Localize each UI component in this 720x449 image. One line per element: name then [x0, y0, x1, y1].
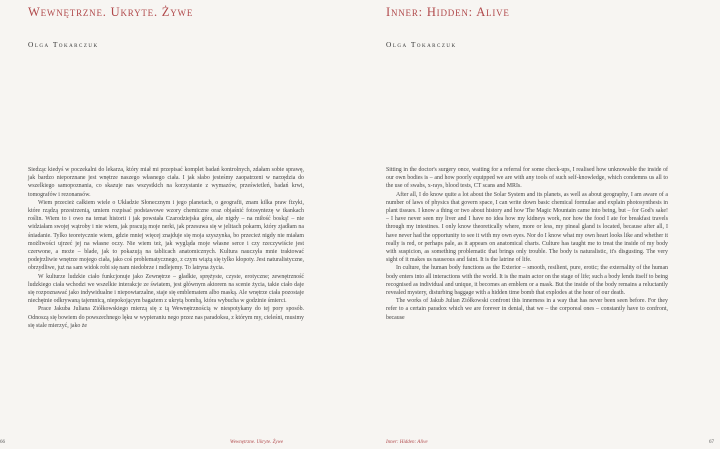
paragraph: Wiem przecież całkiem wiele o Układzie Słonecznym i jego planetach, o geografii, znam kilka praw fizyki, które rządzą przestrzenią, umiem rozpisać podstawowe wzory chemiczne oraz objaśnić fotosyntezę w tkankach roślin. Wiem to i owo na temat historii i jak powstała Czarodziejska góra, ale nigdy – na miłość boską! – nie widziałam swojej wątroby i nie wiem, jak pracują moje nerki, jak przesuwa się w jelitach pokarm, który zjadłam na śniadanie. Tylko teoretycznie wiem, gdzie mniej więcej znajduje się moja szyszynka, bo przecież nigdy nie miałam możliwości ujrzeć jej na własne oczy. Nie wiem też, jak wygląda moje własne serce i czy rzeczywiście jest czerwone, a może – blade, jak to pokazują na tablicach anatomicznych. Kultura nauczyła mnie traktować podejrzliwie wnętrze mojego ciała, jako coś problematycznego, z czym wiążą się tylko kłopoty. Jest naturalistyczne, obrzydliwe, już na sam widok robi się nam niedobrze i mdlejemy. To latryna życia. — [28, 199, 304, 272]
paragraph: After all, I do know quite a lot about the Solar System and its planets, as well as about geography, I am aware of a number of laws of physics that govern space, I can write down basic chemical formulae and explain photosynthesis in plant tissues. I know a thing or two about history and how The Magic Mountain came into being, but – for God's sake! – I have never seen my liver and I have no idea how my kidneys work, nor how the food I ate for breakfast travels through my intestines. I only know theoretically where, more or less, my pineal gland is located, because after all, I have never had the opportunity to see it with my own eyes. Nor do I know what my own heart looks like and whether it really is red, or perhaps pale, as it appears on anatomical charts. Culture has taught me to treat the inside of my body with suspicion, as something problematic that brings only trouble. The body is naturalistic, it's disgusting. The very sight of it makes us nauseous and faint. It is the latrine of life. — [386, 191, 668, 264]
running-title: Inner: Hidden: Alive — [386, 440, 428, 445]
paragraph: Siedząc kiedyś w poczekalni do lekarza, który miał mi przepisać komplet badań kontrolnych, zdałam sobie sprawę, jak bardzo nieporznane jest wnętrze naszego własnego ciała. I jak słabo jesteśmy zaopatrzeni w narzędzia do wszelkiego samopoznania, co skazuje nas wszystkich na korzystanie z wymazów, prześwietleń, badań krwi, tomografów i rezonansów. — [28, 167, 304, 198]
paragraph: Sitting in the doctor's surgery once, waiting for a referral for some check-ups, I realised how unknowable the inside of our own bodies is – and how poorly equipped we are with any tools of such self-knowledge, which condemns us all to the use of swabs, x-rays, blood tests, CT scans and MRIs. — [386, 167, 668, 190]
body-text-english — [386, 166, 668, 322]
right-page — [360, 0, 720, 449]
body-text-polish — [28, 166, 304, 330]
paragraph: In culture, the human body functions as the Exterior – smooth, resilient, pure, erotic; the externality of the human body enters into all interactions with the world. It is the main actor on the stage of life; such a body lends itself to being recognised as individual and unique, it becomes an emblem or a mask. But the inside of the body remains a reluctantly revealed mystery, disturbing baggage with a hidden time bomb that explodes at the hour of our death. — [386, 265, 668, 297]
page-number: 66 — [0, 440, 5, 445]
author-name: Olga Tokarczuk — [386, 40, 457, 49]
paragraph: Prace Jakuba Juliana Ziółkowskiego mierzą się z tą Wewnętrznością w niespotykany do tej pory sposób. Odnoszą się bowiem do powszechnego lęku w wypieraniu nego przez nas paradoksu, z którym my, cieleśni, musimy się stale mierzyć, jako że — [28, 306, 304, 329]
page-title-polish: Wewnętrzne. Ukryte. Żywe — [28, 5, 194, 19]
running-title: Wewnętrzne. Ukryte. Żywe — [230, 440, 284, 445]
page-number: 67 — [709, 440, 714, 445]
page-title-english: Inner: Hidden: Alive — [386, 5, 510, 19]
paragraph: The works of Jakub Julian Ziółkowski confront this innerness in a way that has never been seen before. For they refer to a certain paradox which we are forever in denial, that we – the corporeal ones – constantly have to confront, because — [386, 298, 668, 321]
author-name: Olga Tokarczuk — [28, 40, 99, 49]
paragraph: W kulturze ludzkie ciało funkcjonuje jako Zewnętrze – gładkie, sprężyste, czyste, erotyczne; zewnętrzność ludzkiego ciała wchodzi we wszelkie interakcje ze światem, jest głównym aktorem na scenie życia, takie ciało daje się rozpoznawać jako indywidualne i niepowtarzalne, staje się emblematem albo maską. Ale wnętrze ciała pozostaje niechętnie odkrywaną tajemnicą, niepokojącym bagażem z ukrytą bombą, która wybucha w godzinie śmierci. — [28, 273, 304, 305]
